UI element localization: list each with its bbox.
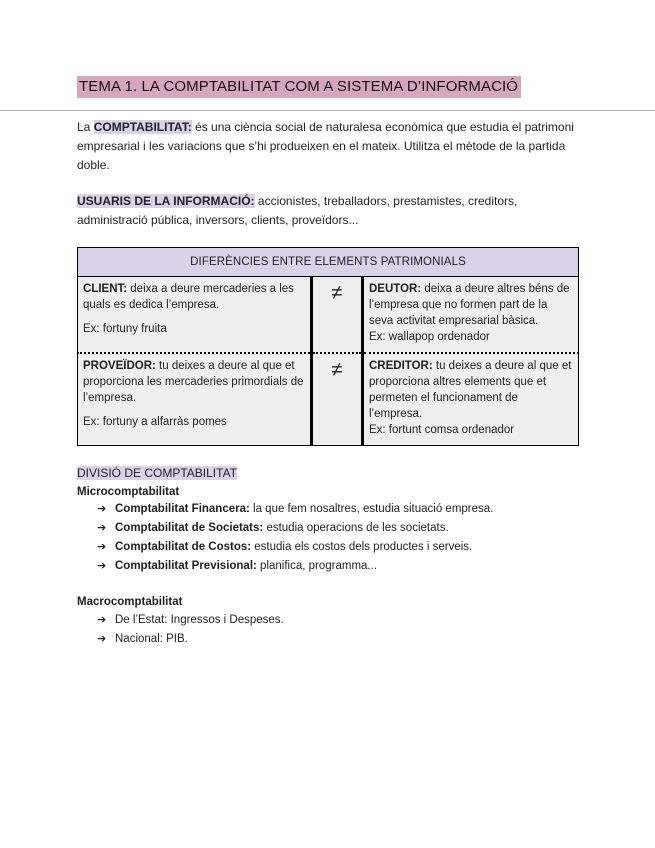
- not-equal-symbol: ≠: [312, 277, 363, 354]
- client-term: CLIENT:: [83, 283, 128, 295]
- list-item: ➔ Nacional: PIB.: [97, 630, 284, 649]
- client-example: Ex: fortuny fruita: [83, 323, 167, 335]
- client-cell: [78, 277, 312, 354]
- proveidor-cell: [78, 353, 312, 446]
- document-title: TEMA 1. LA COMPTABILITAT COM A SISTEMA D’INFORMACIÓ: [77, 76, 521, 98]
- table-header: DIFERÈNCIES ENTRE ELEMENTS PATRIMONIALS: [78, 248, 579, 277]
- proveidor-term: PROVEÏDOR:: [83, 360, 156, 372]
- deutor-text: deixa a deure altres béns de l’empresa que no formen part de la seva activitat empresarial bàsica.: [369, 283, 570, 327]
- arrow-icon: ➔: [97, 633, 107, 645]
- creditor-cell: [363, 353, 579, 446]
- micro-heading: Microcomptabilitat: [77, 486, 180, 498]
- title-divider: [0, 110, 655, 111]
- table-row: [78, 277, 579, 354]
- list-item: ➔ Comptabilitat Financera: la que fem nosaltres, estudia situació empresa.: [97, 500, 493, 519]
- proveidor-example: Ex: fortuny a alfarràs pomes: [83, 416, 227, 428]
- patrimonial-differences-table: [77, 247, 579, 446]
- creditor-text: tu deixes a deure al que et proporciona altres elements que et permeten el funcionament de l’empresa.: [369, 360, 572, 420]
- users-text: accionistes, treballadors, prestamistes, creditors, administració pública, inversors, clients, proveïdors...: [77, 194, 518, 227]
- document-title-wrap: [77, 76, 521, 98]
- arrow-icon: ➔: [97, 522, 107, 534]
- client-text: deixa a deure mercaderies a les quals es dedica l’empresa.: [83, 283, 294, 311]
- arrow-icon: ➔: [97, 541, 107, 553]
- arrow-icon: ➔: [97, 614, 107, 626]
- list-item: ➔ Comptabilitat Previsional: planifica, programma...: [97, 557, 493, 576]
- users-paragraph: [77, 192, 577, 230]
- list-item: ➔ De l’Estat: Ingressos i Despeses.: [97, 611, 284, 630]
- intro-text: és una ciència social de naturalesa econòmica que estudia el patrimoni empresarial i les variacions que s’hi produeixen en el mateix. Utilitza el mètode de la partida doble.: [77, 120, 574, 172]
- division-heading: DIVISIÓ DE COMPTABILITAT: [77, 466, 238, 480]
- intro-prefix: La: [77, 120, 91, 134]
- intro-term: COMPTABILITAT:: [93, 120, 192, 134]
- deutor-cell: [363, 277, 579, 354]
- arrow-icon: ➔: [97, 560, 107, 572]
- list-item: ➔ Comptabilitat de Costos: estudia els costos dels productes i serveis.: [97, 538, 493, 557]
- macro-heading: Macrocomptabilitat: [77, 596, 183, 608]
- not-equal-symbol: ≠: [312, 353, 363, 446]
- intro-paragraph: [77, 118, 577, 175]
- arrow-icon: ➔: [97, 503, 107, 515]
- deutor-example: Ex: wallapop ordenador: [369, 331, 490, 343]
- deutor-term: DEUTOR:: [369, 283, 422, 295]
- list-item: ➔ Comptabilitat de Societats: estudia operacions de les societats.: [97, 519, 493, 538]
- micro-list: [97, 500, 493, 576]
- users-term: USUARIS DE LA INFORMACIÓ:: [77, 194, 255, 208]
- macro-list: [97, 611, 284, 649]
- creditor-example: Ex: fortunt comsa ordenador: [369, 424, 515, 436]
- creditor-term: CREDITOR:: [369, 360, 433, 372]
- table-row: [78, 353, 579, 446]
- proveidor-text: tu deixes a deure al que et proporciona les mercaderies primordials de l’empresa.: [83, 360, 304, 404]
